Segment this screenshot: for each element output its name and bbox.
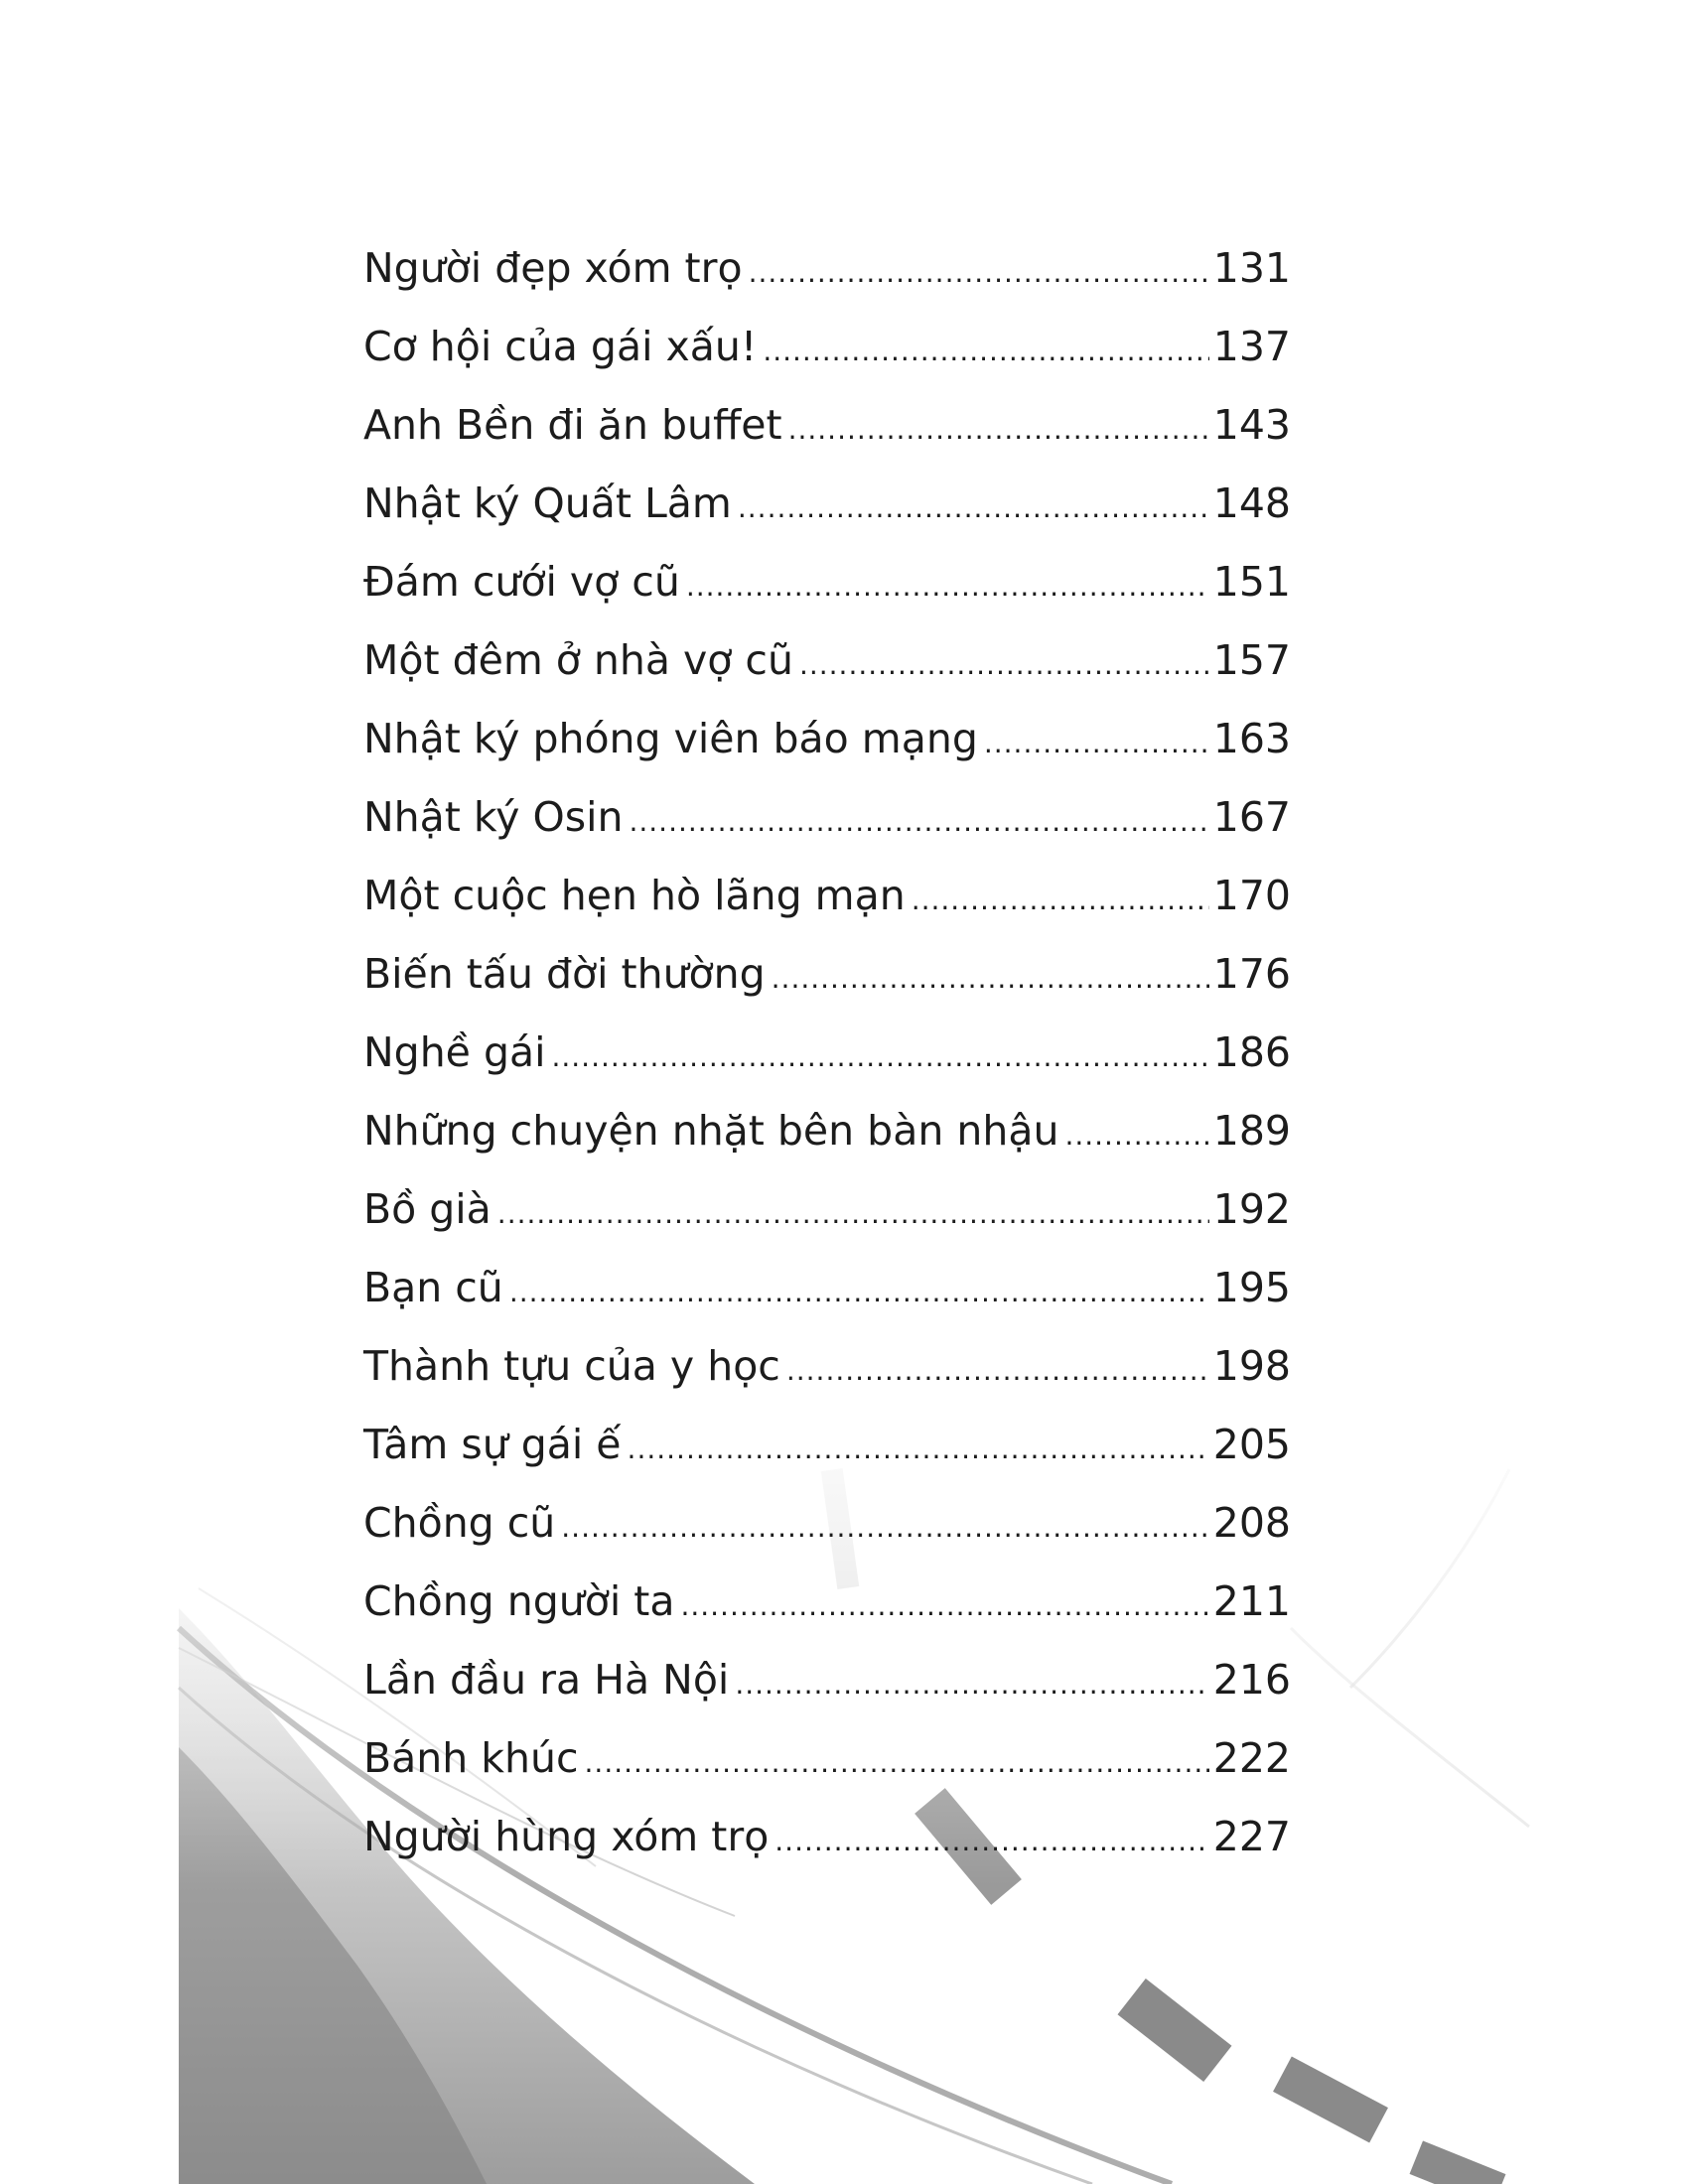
toc-entry-title: Tâm sự gái ế [363, 1421, 622, 1468]
toc-dot-leader [561, 1488, 1208, 1567]
toc-dot-leader [774, 1802, 1208, 1880]
toc-entry [363, 1327, 1291, 1406]
toc-entry [363, 1092, 1291, 1170]
toc-entry-page: 211 [1212, 1577, 1291, 1625]
toc-entry [363, 1641, 1291, 1719]
toc-entry [363, 465, 1291, 543]
toc-entry [363, 857, 1291, 935]
toc-entry-page: 198 [1212, 1342, 1291, 1390]
toc-entry-page: 176 [1212, 950, 1291, 998]
toc-entry-page: 208 [1212, 1499, 1291, 1547]
toc-entry-page: 163 [1212, 715, 1291, 762]
toc-entry [363, 1484, 1291, 1563]
toc-dot-leader [686, 547, 1209, 625]
toc-entry [363, 1406, 1291, 1484]
toc-dot-leader [628, 1410, 1209, 1488]
toc-entry-page: 189 [1212, 1107, 1291, 1155]
toc-entry-title: Chồng người ta [363, 1577, 675, 1625]
table-of-contents [363, 229, 1291, 1876]
toc-entry-title: Chồng cũ [363, 1499, 556, 1547]
toc-entry-page: 227 [1212, 1813, 1291, 1860]
toc-entry [363, 1014, 1291, 1092]
toc-entry [363, 1170, 1291, 1249]
toc-dot-leader [749, 233, 1209, 312]
toc-entry-title: Nhật ký phóng viên báo mạng [363, 715, 978, 762]
toc-entry [363, 621, 1291, 700]
toc-entry-title: Một cuộc hẹn hò lãng mạn [363, 872, 906, 919]
toc-entry [363, 1719, 1291, 1798]
toc-entry-title: Nhật ký Quất Lâm [363, 479, 732, 527]
toc-dot-leader [912, 861, 1209, 939]
toc-dot-leader [509, 1253, 1209, 1331]
toc-entry-title: Đám cưới vợ cũ [363, 558, 680, 606]
toc-entry-page: 143 [1212, 401, 1291, 449]
toc-dot-leader [585, 1723, 1209, 1802]
toc-entry-title: Người hùng xóm trọ [363, 1813, 770, 1860]
toc-dot-leader [788, 390, 1209, 469]
toc-entry-page: 222 [1212, 1734, 1291, 1782]
toc-entry-page: 195 [1212, 1264, 1291, 1311]
toc-entry-page: 167 [1212, 793, 1291, 841]
toc-entry-page: 216 [1212, 1656, 1291, 1704]
toc-entry [363, 700, 1291, 778]
toc-entry [363, 935, 1291, 1014]
toc-dot-leader [772, 939, 1209, 1018]
toc-dot-leader [786, 1331, 1209, 1410]
toc-entry [363, 308, 1291, 386]
toc-entry-title: Bạn cũ [363, 1264, 503, 1311]
toc-entry-page: 192 [1212, 1185, 1291, 1233]
toc-entry-title: Bánh khúc [363, 1734, 579, 1782]
toc-entry [363, 1563, 1291, 1641]
toc-dot-leader [629, 782, 1208, 861]
toc-dot-leader [680, 1567, 1208, 1645]
toc-entry-page: 137 [1212, 323, 1291, 370]
toc-entry-page: 186 [1212, 1028, 1291, 1076]
toc-dot-leader [984, 704, 1209, 782]
toc-entry-page: 131 [1212, 244, 1291, 292]
toc-entry-page: 151 [1212, 558, 1291, 606]
toc-entry-title: Thành tựu của y học [363, 1342, 780, 1390]
toc-entry [363, 1798, 1291, 1876]
toc-entry-title: Những chuyện nhặt bên bàn nhậu [363, 1107, 1059, 1155]
toc-entry-title: Biến tấu đời thường [363, 950, 766, 998]
toc-entry-title: Nhật ký Osin [363, 793, 624, 841]
toc-entry-title: Bồ già [363, 1185, 492, 1233]
toc-entry-page: 205 [1212, 1421, 1291, 1468]
toc-entry-page: 157 [1212, 636, 1291, 684]
toc-entry [363, 1249, 1291, 1327]
toc-entry-title: Người đẹp xóm trọ [363, 244, 743, 292]
toc-dot-leader [1064, 1096, 1208, 1174]
toc-entry-title: Cơ hội của gái xấu! [363, 323, 758, 370]
toc-dot-leader [735, 1645, 1208, 1723]
toc-dot-leader [799, 625, 1209, 704]
toc-entry [363, 229, 1291, 308]
toc-entry-page: 170 [1212, 872, 1291, 919]
toc-entry-title: Anh Bền đi ăn buffet [363, 401, 782, 449]
toc-entry-title: Một đêm ở nhà vợ cũ [363, 636, 793, 684]
toc-entry-page: 148 [1212, 479, 1291, 527]
toc-dot-leader [497, 1174, 1209, 1253]
toc-entry-title: Nghề gái [363, 1028, 546, 1076]
toc-entry [363, 386, 1291, 465]
toc-entry-title: Lần đầu ra Hà Nội [363, 1656, 730, 1704]
toc-dot-leader [763, 312, 1208, 390]
toc-dot-leader [738, 469, 1209, 547]
toc-dot-leader [551, 1018, 1208, 1096]
toc-entry [363, 543, 1291, 621]
toc-entry [363, 778, 1291, 857]
